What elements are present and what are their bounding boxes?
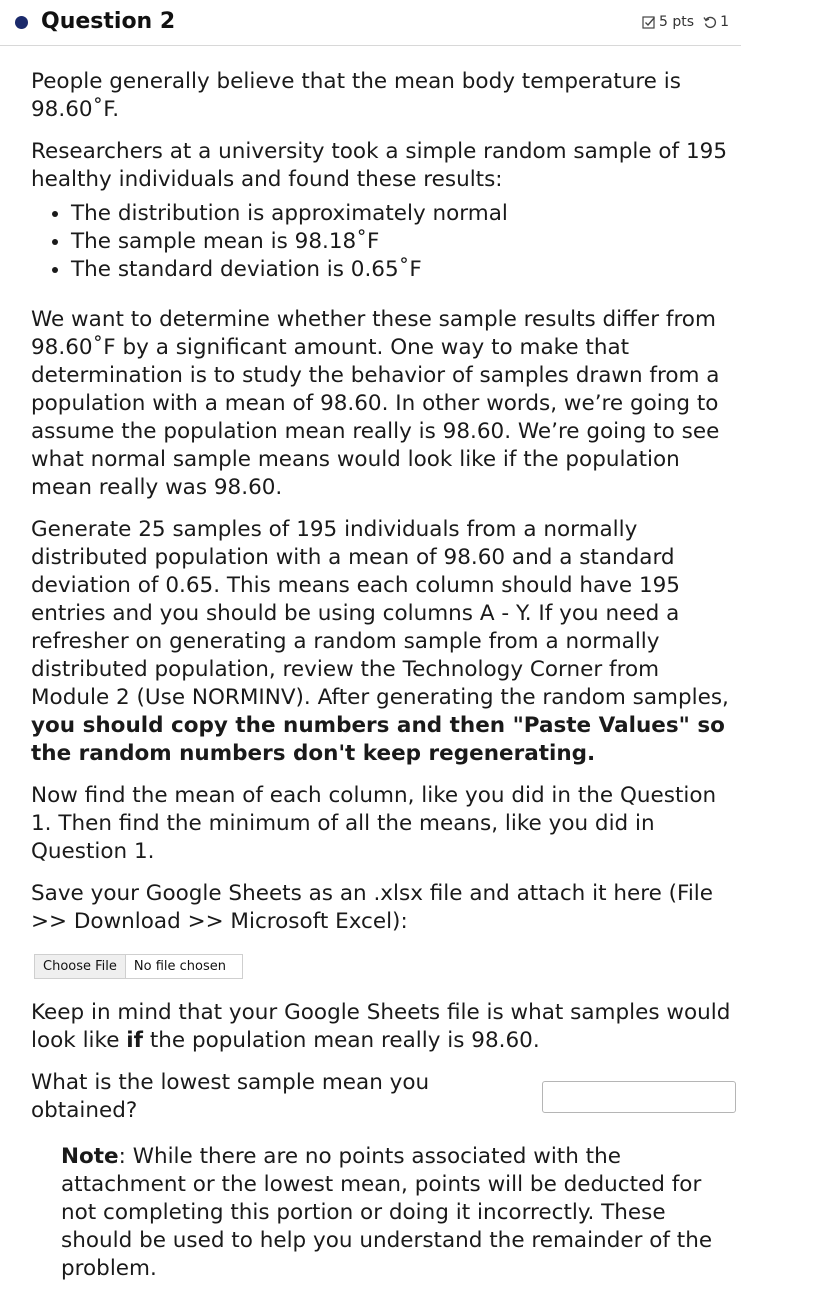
choose-file-button[interactable]: Choose File <box>35 955 126 978</box>
results-list <box>31 200 736 284</box>
sample-paragraph: Researchers at a university took a simple random sample of 195 healthy individuals and found these results: <box>31 139 727 192</box>
question-header <box>0 0 741 46</box>
list-item: • The standard deviation is 0.65˚F <box>71 256 736 284</box>
instructions-text: Generate 25 samples of 195 individuals from a normally distributed population with a mean of 98.60 and a standard deviation of 0.65. This means each column should have 195 entries and you should be using columns A - Y. If you need a refresher on generating a random sample from a normally distributed population, review the Technology Corner from Module 2 (Use NORMINV). After generating the random samples, <box>31 517 729 710</box>
keep-in-mind-bold: if <box>126 1028 143 1053</box>
list-item: • The sample mean is 98.18˚F <box>71 228 736 256</box>
answer-question: What is the lowest sample mean you obtained? <box>31 1070 430 1123</box>
lowest-mean-input[interactable] <box>542 1081 736 1113</box>
instructions-bold: you should copy the numbers and then "Paste Values" so the random numbers don't keep regenerating. <box>31 713 725 766</box>
note-label: Note <box>61 1144 119 1169</box>
keep-in-mind-paragraph <box>31 999 736 1055</box>
points-label: 5 pts <box>659 14 695 30</box>
retry-icon <box>703 15 717 29</box>
list-item: • The distribution is approximately normal <box>71 200 736 228</box>
question-body <box>31 68 736 1297</box>
keep-in-mind-text-end: the population mean really is 98.60. <box>143 1028 540 1053</box>
checkbox-edit-icon <box>642 15 656 29</box>
mean-paragraph: Now find the mean of each column, like you did in the Question 1. Then find the minimum of all the means, like you did in Question 1. <box>31 783 717 864</box>
question-status-dot <box>15 16 28 29</box>
file-upload <box>34 954 736 979</box>
file-status: No file chosen <box>133 958 226 974</box>
question-title: Question 2 <box>41 9 176 34</box>
points-info <box>642 14 729 30</box>
instructions-paragraph <box>31 516 736 768</box>
save-paragraph: Save your Google Sheets as an .xlsx file and attach it here (File >> Download >> Microsoft Excel): <box>31 881 714 934</box>
intro-paragraph: People generally believe that the mean body temperature is 98.60˚F. <box>31 69 681 122</box>
note-text: : While there are no points associated with the attachment or the lowest mean, points will be deducted for not completing this portion or doing it incorrectly. These should be used to help you understand the remainder of the problem. <box>61 1144 713 1281</box>
answer-row <box>31 1069 736 1125</box>
attempts-count: 1 <box>720 14 729 30</box>
keep-in-mind-text: Keep in mind that your Google Sheets file is what samples would look like <box>31 1000 731 1053</box>
file-input[interactable] <box>34 954 243 979</box>
method-paragraph: We want to determine whether these sample results differ from 98.60˚F by a significant amount. One way to make that determination is to study the behavior of samples drawn from a population with a mean of 98.60. In other words, we’re going to assume the population mean really is 98.60. We’re going to see what normal sample means would look like if the population mean really was 98.60. <box>31 307 720 500</box>
note-paragraph <box>31 1143 736 1283</box>
